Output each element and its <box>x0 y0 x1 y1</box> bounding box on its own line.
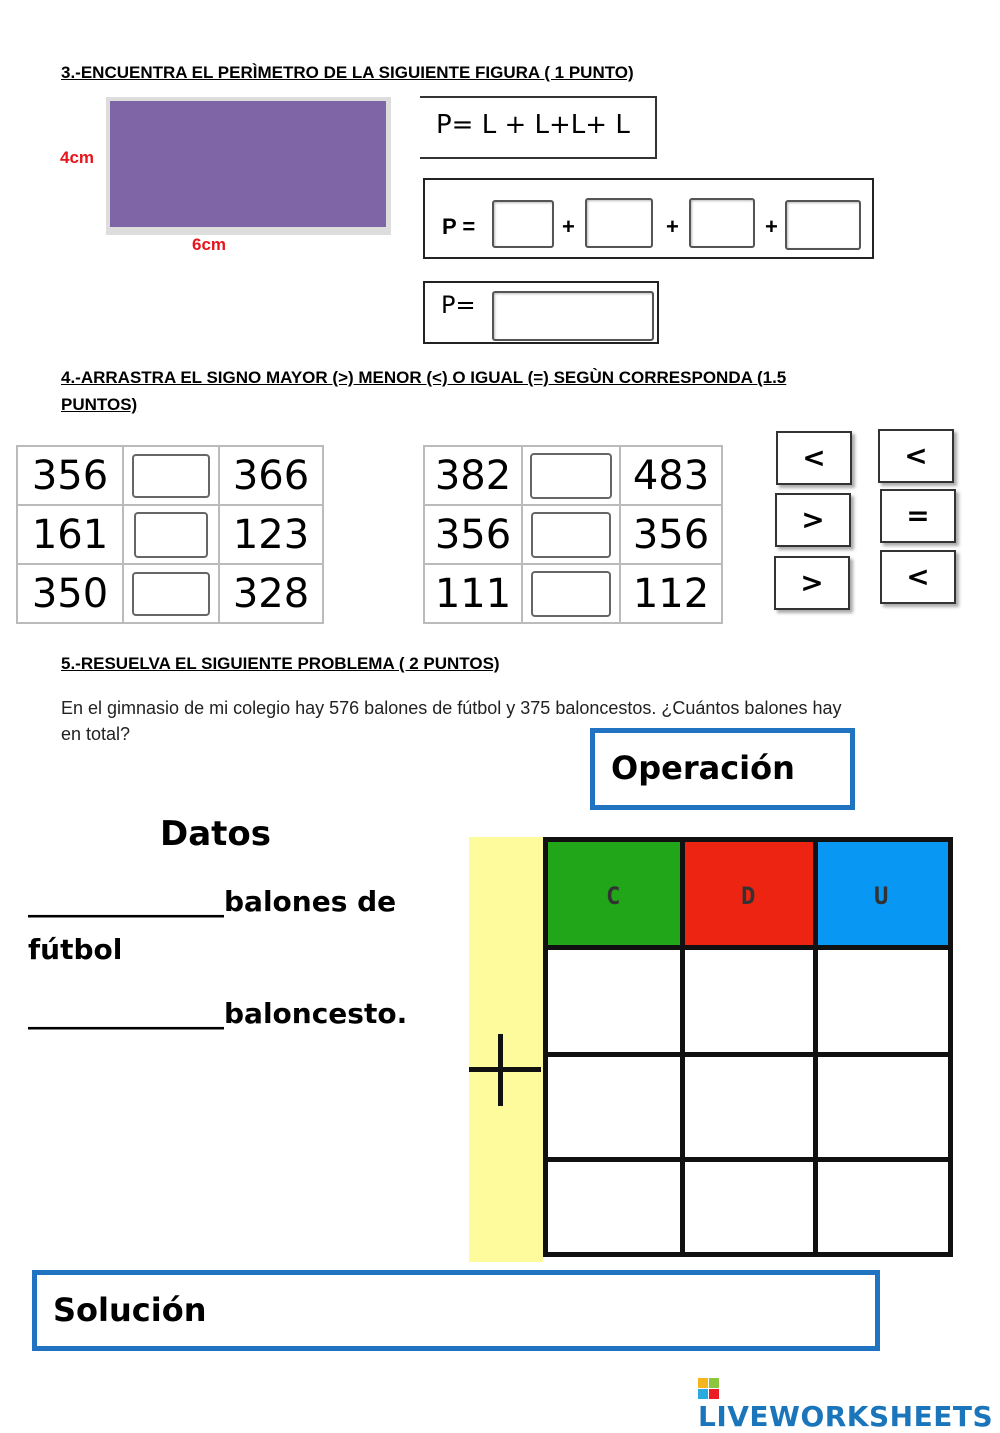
drop-cell <box>522 446 620 505</box>
number-cell: 112 <box>620 564 722 623</box>
cell-row1-hundreds[interactable] <box>548 950 685 1057</box>
sign-tile-greater[interactable]: > <box>775 493 851 547</box>
rectangle-figure-shadow <box>106 97 391 235</box>
header-label: C <box>606 882 621 910</box>
number-cell: 111 <box>424 564 522 623</box>
section5-heading: 5.-RESUELVA EL SIGUIENTE PROBLEMA ( 2 PUNTOS) <box>61 654 500 673</box>
sign-tile-equal[interactable]: = <box>880 489 956 543</box>
plus-sign-3: + <box>765 214 778 239</box>
plus-horizontal-bar <box>469 1067 541 1072</box>
sign-drop-zone[interactable] <box>132 572 210 616</box>
number-cell: 382 <box>424 446 522 505</box>
table-row <box>424 564 722 623</box>
plus-column <box>469 837 543 1262</box>
drop-cell <box>522 564 620 623</box>
header-label: U <box>874 882 889 910</box>
number-cell: 123 <box>219 505 323 564</box>
plus-sign-1: + <box>562 214 575 239</box>
sign-tile-less[interactable]: < <box>880 550 956 604</box>
sign-tile-greater[interactable]: > <box>774 556 850 610</box>
logo-text: LIVEWORKSHEETS <box>698 1400 994 1433</box>
table-row <box>17 505 323 564</box>
table-row <box>424 446 722 505</box>
sign-drop-zone[interactable] <box>531 571 611 617</box>
drop-cell <box>123 505 219 564</box>
data-line-football-cont: fútbol <box>28 933 123 966</box>
place-value-grid <box>543 837 953 1257</box>
number-cell: 328 <box>219 564 323 623</box>
table-row <box>424 505 722 564</box>
section4-heading-line1: 4.-ARRASTRA EL SIGNO MAYOR (>) MENOR (<) O IGUAL (=) SEGÙN CORRESPONDA (1.5 <box>61 368 787 387</box>
result-prefix: P= <box>441 291 476 319</box>
solution-label: Solución <box>53 1291 207 1329</box>
table-row <box>17 564 323 623</box>
sign-tile-less[interactable]: < <box>878 429 954 483</box>
width-label: 6cm <box>192 235 227 254</box>
sign-drop-zone[interactable] <box>134 512 208 558</box>
plus-sign-2: + <box>666 214 679 239</box>
number-cell: 161 <box>17 505 123 564</box>
perimeter-result-input[interactable] <box>492 291 654 341</box>
sign-drop-zone[interactable] <box>530 453 612 499</box>
operation-box <box>590 728 855 810</box>
sum-prefix: P = <box>442 214 476 239</box>
header-hundreds <box>548 842 685 950</box>
cell-result-units[interactable] <box>818 1162 948 1252</box>
header-units <box>818 842 948 950</box>
football-blank[interactable]: ______________ <box>28 885 224 918</box>
number-cell: 483 <box>620 446 722 505</box>
problem-line-2: en total? <box>61 724 131 744</box>
side-input-4[interactable] <box>785 200 861 250</box>
right-comparison-table <box>423 445 723 624</box>
basketball-blank[interactable]: ______________ <box>28 997 224 1030</box>
number-cell: 366 <box>219 446 323 505</box>
data-title: Datos <box>160 814 272 854</box>
left-comparison-table <box>16 445 324 624</box>
sign-tile-less[interactable]: < <box>776 431 852 485</box>
logo-blocks-icon <box>698 1378 720 1400</box>
side-input-1[interactable] <box>492 200 554 248</box>
header-tens <box>685 842 818 950</box>
problem-line-1: En el gimnasio de mi colegio hay 576 balones de fútbol y 375 baloncestos. ¿Cuántos balones hay <box>61 698 842 718</box>
solution-box[interactable] <box>32 1270 880 1351</box>
data-line-football <box>28 885 396 918</box>
side-input-3[interactable] <box>689 198 755 248</box>
operation-label: Operación <box>611 749 795 787</box>
sum-box <box>423 178 874 259</box>
cell-row1-tens[interactable] <box>685 950 818 1057</box>
formula-box <box>420 96 657 159</box>
cell-row1-units[interactable] <box>818 950 948 1057</box>
section4-heading-line2: PUNTOS) <box>61 395 138 414</box>
liveworksheets-logo <box>698 1378 1000 1433</box>
perimeter-formula: P= L + L+L+ L <box>436 110 630 140</box>
purple-rectangle <box>110 101 386 227</box>
table-row <box>17 446 323 505</box>
number-cell: 356 <box>424 505 522 564</box>
cell-result-tens[interactable] <box>685 1162 818 1252</box>
header-label: D <box>741 882 756 910</box>
drop-cell <box>123 446 219 505</box>
football-label: balones de <box>224 885 397 918</box>
basketball-label: baloncesto. <box>224 997 408 1030</box>
number-cell: 356 <box>17 446 123 505</box>
number-cell: 356 <box>620 505 722 564</box>
result-box <box>423 281 659 344</box>
height-label: 4cm <box>60 148 95 167</box>
cell-row2-units[interactable] <box>818 1057 948 1162</box>
number-cell: 350 <box>17 564 123 623</box>
cell-result-hundreds[interactable] <box>548 1162 685 1252</box>
sign-drop-zone[interactable] <box>531 512 611 558</box>
drop-cell <box>522 505 620 564</box>
data-line-basketball <box>28 997 407 1030</box>
section3-heading: 3.-ENCUENTRA EL PERÌMETRO DE LA SIGUIENTE FIGURA ( 1 PUNTO) <box>61 63 634 82</box>
plus-vertical-bar <box>498 1034 503 1106</box>
sign-drop-zone[interactable] <box>132 454 210 498</box>
drop-cell <box>123 564 219 623</box>
side-input-2[interactable] <box>585 198 653 248</box>
cell-row2-tens[interactable] <box>685 1057 818 1162</box>
cell-row2-hundreds[interactable] <box>548 1057 685 1162</box>
